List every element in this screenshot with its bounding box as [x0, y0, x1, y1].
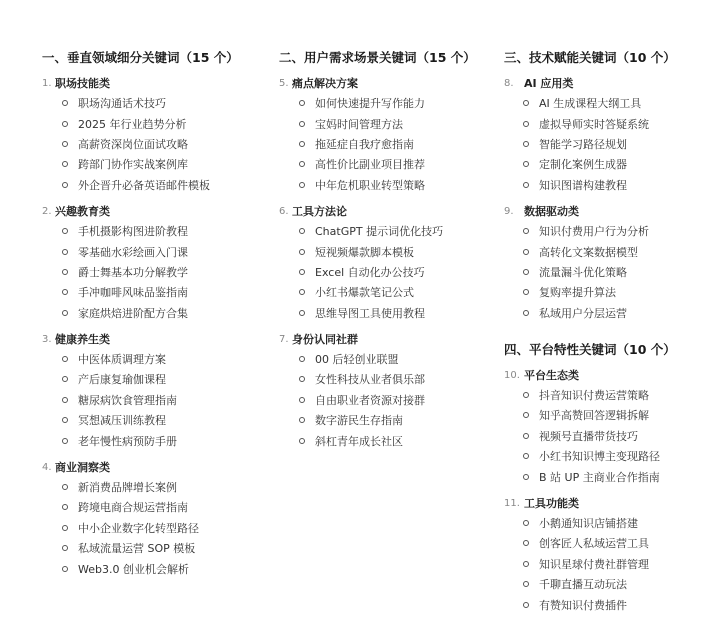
- keyword-item: [523, 282, 708, 302]
- keyword-text: 中小企业数字化转型路径: [78, 521, 199, 535]
- bullet-circle-icon: [299, 228, 305, 234]
- keyword-text: 职场沟通话术技巧: [78, 97, 166, 111]
- bullet-circle-icon: [523, 289, 529, 295]
- keyword-item: [62, 113, 272, 133]
- category-heading: [279, 75, 509, 93]
- keyword-item: [62, 262, 272, 282]
- keyword-item: [299, 282, 509, 302]
- keyword-item: [299, 390, 509, 410]
- category-name: 兴趣教育类: [55, 204, 110, 218]
- bullet-circle-icon: [62, 161, 68, 167]
- category-heading: [504, 495, 708, 513]
- section-title: 三、技术赋能关键词（10 个）: [504, 50, 676, 65]
- category-heading: [42, 331, 272, 349]
- category-name: 痛点解决方案: [292, 77, 358, 90]
- bullet-circle-icon: [299, 182, 305, 188]
- category-heading: [504, 367, 708, 385]
- bullet-circle-icon: [523, 474, 529, 480]
- bullet-circle-icon: [62, 141, 68, 147]
- bullet-circle-icon: [62, 376, 68, 382]
- bullet-circle-icon: [523, 453, 529, 459]
- category-block: [504, 495, 708, 615]
- keyword-item: [523, 426, 708, 446]
- keyword-text: 复购率提升算法: [539, 286, 616, 300]
- keyword-text: 知识星球付费社群管理: [539, 557, 649, 571]
- bullet-circle-icon: [62, 121, 68, 127]
- bullet-circle-icon: [299, 121, 305, 127]
- category-name: 工具方法论: [292, 204, 347, 218]
- section-title: 一、垂直领域细分关键词（15 个）: [42, 50, 239, 65]
- category-block: [42, 75, 272, 195]
- bullet-circle-icon: [523, 228, 529, 234]
- keyword-item: [299, 175, 509, 195]
- category-heading: [42, 459, 272, 477]
- keyword-text: 外企晋升必备英语邮件模板: [78, 178, 210, 192]
- keyword-text: 高薪资深岗位面试攻略: [78, 137, 188, 151]
- bullet-circle-icon: [299, 100, 305, 106]
- column-user-needs: [279, 49, 509, 459]
- category-block: [42, 459, 272, 579]
- keyword-list: [42, 477, 272, 579]
- keyword-item: [299, 221, 509, 241]
- bullet-circle-icon: [523, 433, 529, 439]
- keyword-item: [523, 262, 708, 282]
- keyword-text: 新消费品牌增长案例: [78, 481, 177, 495]
- keyword-item: [62, 282, 272, 302]
- bullet-circle-icon: [523, 310, 529, 316]
- bullet-circle-icon: [523, 161, 529, 167]
- keyword-item: [299, 430, 509, 450]
- bullet-circle-icon: [523, 561, 529, 567]
- keyword-item: [299, 369, 509, 389]
- bullet-circle-icon: [523, 412, 529, 418]
- keyword-item: [62, 518, 272, 538]
- keyword-list: [279, 221, 509, 323]
- keyword-list: [504, 93, 708, 195]
- category-block: [504, 75, 708, 195]
- keyword-item: [299, 93, 509, 113]
- keyword-text: 2025 年行业趋势分析: [78, 117, 187, 131]
- keyword-item: [523, 466, 708, 486]
- keyword-text: 智能学习路径规划: [539, 137, 627, 151]
- keyword-item: [62, 134, 272, 154]
- bullet-circle-icon: [62, 356, 68, 362]
- category-block: [42, 203, 272, 323]
- keyword-item: [62, 497, 272, 517]
- category-number: 7.: [279, 333, 289, 345]
- category-block: [279, 203, 509, 323]
- category-number: 5.: [279, 78, 289, 89]
- keyword-list: [504, 385, 708, 487]
- section-title: 四、平台特性关键词（10 个）: [504, 341, 676, 357]
- bullet-circle-icon: [523, 269, 529, 275]
- keyword-text: 创客匠人私域运营工具: [539, 537, 649, 551]
- keyword-item: [523, 446, 708, 466]
- bullet-circle-icon: [523, 602, 529, 608]
- bullet-circle-icon: [523, 100, 529, 106]
- keyword-item: [523, 405, 708, 425]
- keyword-item: [523, 113, 708, 133]
- keyword-text: 跨境电商合规运营指南: [78, 501, 188, 515]
- category-number: 6.: [279, 205, 289, 217]
- bullet-circle-icon: [523, 121, 529, 127]
- keyword-list: [42, 221, 272, 323]
- keyword-text: 思维导图工具使用教程: [315, 306, 425, 320]
- keyword-text: 私域用户分层运营: [539, 306, 627, 320]
- keyword-item: [299, 113, 509, 133]
- keyword-item: [62, 154, 272, 174]
- keyword-list: [279, 93, 509, 195]
- keyword-item: [62, 558, 272, 578]
- keyword-item: [523, 513, 708, 533]
- category-number: 2.: [42, 205, 52, 217]
- category-heading: [504, 203, 708, 221]
- keyword-item: [299, 303, 509, 323]
- keyword-text: 流量漏斗优化策略: [539, 265, 627, 279]
- bullet-circle-icon: [62, 397, 68, 403]
- keyword-item: [62, 349, 272, 369]
- keyword-text: Excel 自动化办公技巧: [315, 265, 425, 279]
- category-name: 商业洞察类: [55, 460, 110, 474]
- category-name: 健康养生类: [55, 332, 110, 346]
- column-vertical-domain: [42, 49, 272, 587]
- bullet-circle-icon: [299, 249, 305, 255]
- category-heading: [42, 75, 272, 93]
- keyword-item: [523, 303, 708, 323]
- bullet-circle-icon: [62, 417, 68, 423]
- keyword-text: 短视频爆款脚本模板: [315, 245, 414, 259]
- keyword-item: [523, 241, 708, 261]
- keyword-text: 手机摄影构图进阶教程: [78, 225, 188, 239]
- category-number: 10.: [504, 369, 520, 381]
- keyword-list: [42, 349, 272, 451]
- keyword-item: [523, 93, 708, 113]
- keyword-text: Web3.0 创业机会解析: [78, 562, 189, 576]
- category-name: 工具功能类: [524, 496, 579, 510]
- category-block: [504, 367, 708, 487]
- keyword-text: 老年慢性病预防手册: [78, 434, 177, 448]
- keyword-list: [42, 93, 272, 195]
- keyword-text: 小红书爆款笔记公式: [315, 286, 414, 300]
- bullet-circle-icon: [62, 100, 68, 106]
- bullet-circle-icon: [299, 397, 305, 403]
- keyword-item: [62, 369, 272, 389]
- keyword-list: [279, 349, 509, 451]
- bullet-circle-icon: [62, 182, 68, 188]
- section-title: 二、用户需求场景关键词（15 个）: [279, 50, 476, 65]
- keyword-item: [62, 175, 272, 195]
- category-name: 职场技能类: [55, 77, 110, 90]
- bullet-circle-icon: [523, 520, 529, 526]
- keyword-text: B 站 UP 主商业合作指南: [539, 470, 660, 484]
- keyword-item: [62, 93, 272, 113]
- keyword-text: 产后康复瑜伽课程: [78, 373, 166, 387]
- bullet-circle-icon: [62, 566, 68, 572]
- keyword-text: 斜杠青年成长社区: [315, 434, 403, 448]
- bullet-circle-icon: [299, 269, 305, 275]
- keyword-item: [523, 554, 708, 574]
- category-block: [279, 75, 509, 195]
- bullet-circle-icon: [62, 269, 68, 275]
- keyword-text: 00 后轻创业联盟: [315, 353, 399, 367]
- keyword-text: 零基础水彩绘画入门课: [78, 245, 188, 259]
- category-name: 平台生态类: [524, 368, 579, 382]
- keyword-text: 小鹅通知识店铺搭建: [539, 517, 638, 531]
- keyword-text: 宝妈时间管理方法: [315, 117, 403, 131]
- keyword-item: [299, 349, 509, 369]
- bullet-circle-icon: [62, 484, 68, 490]
- keyword-text: 冥想减压训练教程: [78, 414, 166, 428]
- keyword-text: 跨部门协作实战案例库: [78, 158, 188, 172]
- bullet-circle-icon: [62, 310, 68, 316]
- keyword-text: 家庭烘焙进阶配方合集: [78, 306, 188, 320]
- bullet-circle-icon: [523, 141, 529, 147]
- keyword-item: [523, 154, 708, 174]
- bullet-circle-icon: [62, 504, 68, 510]
- keyword-text: 中医体质调理方案: [78, 353, 166, 367]
- keyword-list: [504, 513, 708, 615]
- keyword-item: [62, 390, 272, 410]
- bullet-circle-icon: [299, 289, 305, 295]
- bullet-circle-icon: [62, 228, 68, 234]
- keyword-text: 知乎高赞回答逻辑拆解: [539, 409, 649, 423]
- category-heading: [42, 203, 272, 221]
- category-name: 数据驱动类: [524, 204, 579, 218]
- bullet-circle-icon: [299, 417, 305, 423]
- bullet-circle-icon: [62, 525, 68, 531]
- keyword-text: AI 生成课程大纲工具: [539, 97, 642, 111]
- keyword-list: [504, 221, 708, 323]
- bullet-circle-icon: [62, 438, 68, 444]
- bullet-circle-icon: [299, 356, 305, 362]
- bullet-circle-icon: [62, 249, 68, 255]
- bullet-circle-icon: [299, 438, 305, 444]
- keyword-text: 知识图谱构建教程: [539, 178, 627, 192]
- keyword-text: 拖延症自我疗愈指南: [315, 137, 414, 151]
- category-name: AI 应用类: [524, 77, 574, 90]
- keyword-item: [523, 175, 708, 195]
- keyword-item: [523, 385, 708, 405]
- category-heading: [504, 75, 708, 93]
- category-number: 9.: [504, 205, 514, 217]
- keyword-text: 自由职业者资源对接群: [315, 393, 425, 407]
- keyword-item: [523, 574, 708, 594]
- bullet-circle-icon: [62, 545, 68, 551]
- category-name: 身份认同社群: [292, 332, 358, 346]
- keyword-item: [62, 538, 272, 558]
- bullet-circle-icon: [299, 141, 305, 147]
- bullet-circle-icon: [523, 540, 529, 546]
- keyword-text: ChatGPT 提示词优化技巧: [315, 225, 444, 239]
- category-heading: [279, 331, 509, 349]
- keyword-text: 中年危机职业转型策略: [315, 178, 425, 192]
- keyword-item: [299, 410, 509, 430]
- keyword-item: [62, 241, 272, 261]
- bullet-circle-icon: [299, 376, 305, 382]
- keyword-item: [62, 477, 272, 497]
- keyword-item: [523, 221, 708, 241]
- keyword-text: 手冲咖啡风味品鉴指南: [78, 286, 188, 300]
- category-block: [279, 331, 509, 451]
- bullet-circle-icon: [299, 310, 305, 316]
- bullet-circle-icon: [523, 392, 529, 398]
- category-number: 11.: [504, 497, 520, 509]
- keyword-text: 定制化案例生成器: [539, 158, 627, 172]
- bullet-circle-icon: [523, 249, 529, 255]
- category-number: 4.: [42, 461, 52, 473]
- category-number: 1.: [42, 78, 52, 89]
- keyword-item: [299, 262, 509, 282]
- keyword-item: [62, 430, 272, 450]
- bullet-circle-icon: [299, 161, 305, 167]
- column-tech-platform: [504, 49, 708, 623]
- keyword-item: [523, 533, 708, 553]
- keyword-item: [299, 154, 509, 174]
- keyword-item: [62, 303, 272, 323]
- keyword-text: 小红书知识博主变现路径: [539, 450, 660, 464]
- keyword-text: 千聊直播互动玩法: [539, 578, 627, 592]
- keyword-item: [523, 594, 708, 614]
- keyword-text: 有赞知识付费插件: [539, 598, 627, 612]
- keyword-text: 知识付费用户行为分析: [539, 225, 649, 239]
- keyword-text: 私域流量运营 SOP 模板: [78, 542, 196, 556]
- category-block: [42, 331, 272, 451]
- bullet-circle-icon: [523, 581, 529, 587]
- keyword-text: 爵士舞基本功分解教学: [78, 265, 188, 279]
- keyword-text: 女性科技从业者俱乐部: [315, 373, 425, 387]
- bullet-circle-icon: [523, 182, 529, 188]
- category-block: [504, 203, 708, 323]
- keyword-text: 糖尿病饮食管理指南: [78, 393, 177, 407]
- keyword-text: 如何快速提升写作能力: [315, 97, 425, 111]
- keyword-text: 数字游民生存指南: [315, 414, 403, 428]
- category-number: 3.: [42, 333, 52, 345]
- keyword-text: 虚拟导师实时答疑系统: [539, 117, 649, 131]
- keyword-text: 高转化文案数据模型: [539, 245, 638, 259]
- keyword-text: 视频号直播带货技巧: [539, 429, 638, 443]
- keyword-item: [62, 410, 272, 430]
- keyword-item: [299, 134, 509, 154]
- keyword-text: 抖音知识付费运营策略: [539, 389, 649, 403]
- keyword-item: [62, 221, 272, 241]
- category-number: 8.: [504, 78, 514, 89]
- keyword-item: [523, 134, 708, 154]
- bullet-circle-icon: [62, 289, 68, 295]
- keyword-item: [299, 241, 509, 261]
- category-heading: [279, 203, 509, 221]
- keyword-text: 高性价比副业项目推荐: [315, 158, 425, 172]
